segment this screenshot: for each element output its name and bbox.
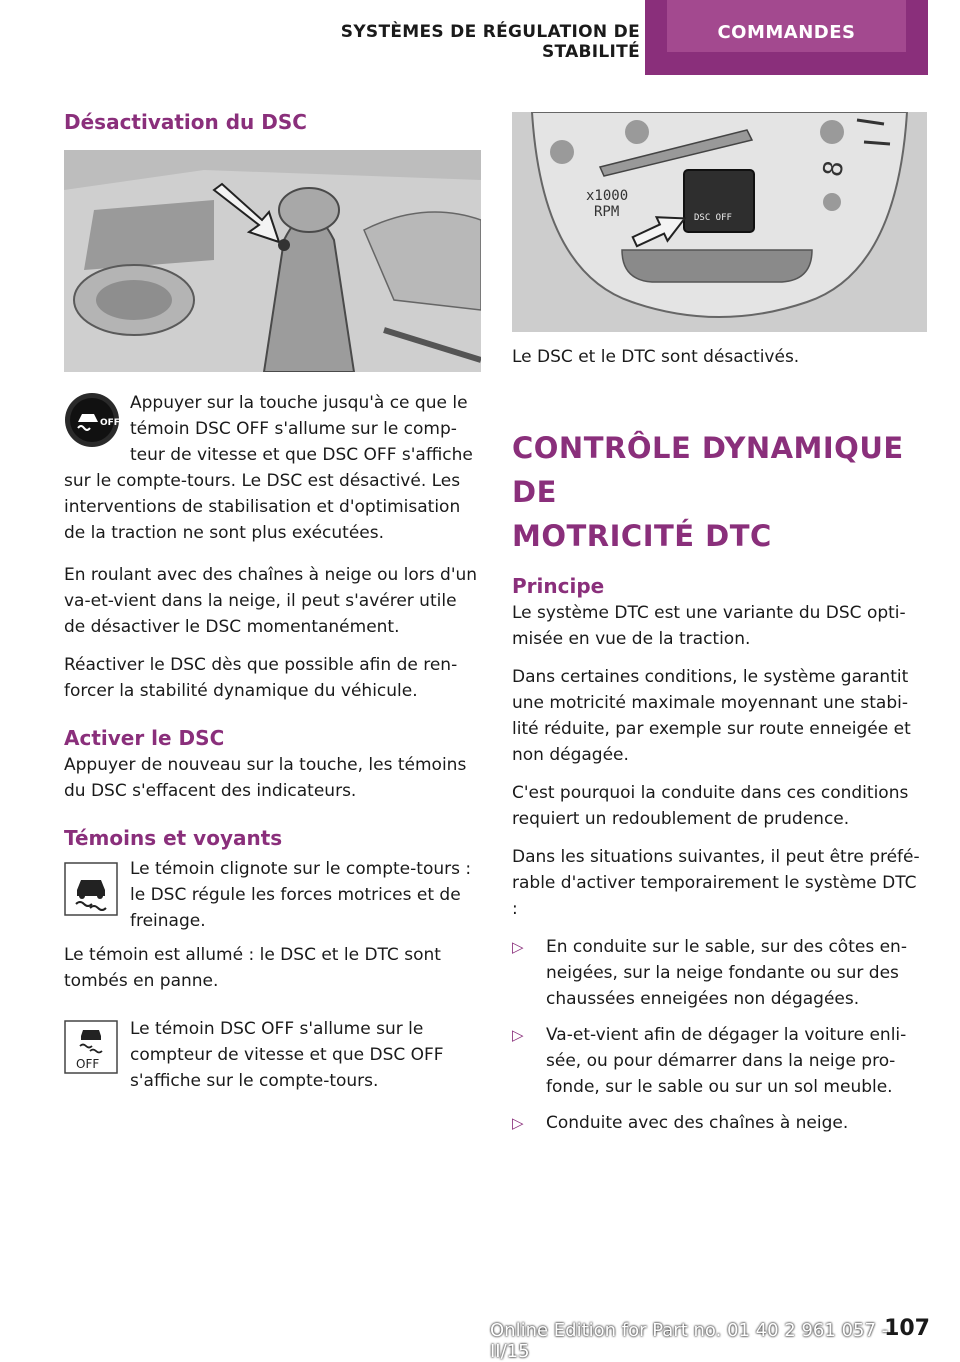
photo-caption-block: [512, 344, 927, 382]
heading-principle: Principe: [512, 574, 605, 598]
list-item: [512, 1110, 927, 1136]
para-dtc-3: C'est pourquoi la conduite dans ces conditions requiert un redoublement de prudence.: [512, 783, 909, 829]
running-header-section: SYSTÈMES DE RÉGULATION DE STABILITÉ: [340, 22, 640, 62]
on-text: [64, 942, 482, 1006]
para-off: Le témoin DSC OFF s'allume sur le compteur de vitesse et que DSC OFF s'affiche sur le compte-tours.: [130, 1019, 444, 1091]
tachometer-dsc-off-photo: [512, 112, 927, 332]
heading-activate-dsc: Activer le DSC: [64, 726, 225, 750]
list-item-text: Conduite avec des chaînes à neige.: [546, 1113, 849, 1133]
para-snow-chains: En roulant avec des chaînes à neige ou lors d'un va-et-vient dans la neige, il peut s'avérer utile de désactiver le DSC momentanément.: [64, 565, 478, 637]
para-dtc-1: Le système DTC est une variante du DSC opti‐misée en vue de la traction.: [512, 603, 906, 649]
bullet-icon: ▷: [512, 1114, 524, 1132]
display-dsc-off: DSC OFF: [694, 213, 732, 223]
para-button-line2: témoin DSC OFF s'allume sur le comp‐: [130, 419, 457, 439]
chapter-tab-label: COMMANDES: [667, 0, 906, 52]
off-text: [130, 1016, 482, 1106]
svg-text:OFF: OFF: [100, 418, 120, 428]
rpm-label-bottom: RPM: [594, 204, 620, 220]
dsc-warning-light-icon: [64, 862, 118, 916]
heading-indicators: Témoins et voyants: [64, 826, 283, 850]
para-dtc-4: Dans les situations suivantes, il peut être préfé‐rable d'activer temporairement le système DTC :: [512, 847, 920, 919]
dsc-off-warning-light-icon: [64, 1020, 118, 1074]
rpm-label-top: x1000: [586, 188, 629, 204]
para-button-rest: sur le compte-tours. Le DSC est désactivé. Les interventions de stabilisation et d'optimisation de la traction ne sont plus exécutées.: [64, 471, 461, 543]
list-item-text: Va-et-vient afin de dégager la voiture enli‐sée, ou pour démarrer dans la neige pro‐fonde, sur le sable ou sur un sol meuble.: [546, 1025, 907, 1097]
heading-dtc-line2: MOTRICITÉ DTC: [512, 519, 772, 553]
left-column: [64, 108, 482, 136]
para-activate: Appuyer de nouveau sur la touche, les témoins du DSC s'effacent des indicateurs.: [64, 755, 467, 801]
photo-caption: Le DSC et le DTC sont désactivés.: [512, 347, 800, 367]
svg-text:OFF: OFF: [76, 1057, 100, 1071]
para-on: Le témoin est allumé : le DSC et le DTC sont tombés en panne.: [64, 945, 441, 991]
page-number: 107: [884, 1316, 930, 1341]
heading-dsc-deactivation: Désactivation du DSC: [64, 110, 307, 134]
bullet-icon: ▷: [512, 1026, 524, 1044]
svg-text:8: 8: [818, 158, 851, 180]
heading-dtc-line1: CONTRÔLE DYNAMIQUE DE: [512, 431, 904, 509]
right-text-block: [512, 426, 927, 1146]
bullet-icon: ▷: [512, 938, 524, 956]
dsc-off-button-icon: [64, 392, 120, 448]
chapter-tab[interactable]: [645, 0, 928, 75]
para-dtc-2: Dans certaines conditions, le système garantit une motricité maximale moyennant une stabi‐lité réduite, par exemple sur route enneigée et non dégagée.: [512, 667, 911, 765]
list-item: [512, 934, 927, 1012]
left-text-block: [64, 468, 482, 852]
console-with-gear-lever-photo: [64, 150, 481, 372]
para-button-line1: Appuyer sur la touche jusqu'à ce que le: [130, 393, 468, 413]
list-item-text: En conduite sur le sable, sur des côtes en‐neigées, sur la neige fondante ou sur des chaussées enneigées non dégagées.: [546, 937, 907, 1009]
dsc-button-text-top: [130, 390, 482, 468]
para-button-line3: teur de vitesse et que DSC OFF s'affiche: [130, 445, 473, 465]
edition-footer: Online Edition for Part no. 01 40 2 961 057 - II/15: [490, 1320, 889, 1362]
list-item: [512, 1022, 927, 1100]
para-blink: Le témoin clignote sur le compte-tours : le DSC régule les forces motrices et de freinage.: [130, 859, 472, 931]
para-reactivate: Réactiver le DSC dès que possible afin de ren‐forcer la stabilité dynamique du véhicule.: [64, 655, 458, 701]
blink-text: [130, 856, 482, 946]
